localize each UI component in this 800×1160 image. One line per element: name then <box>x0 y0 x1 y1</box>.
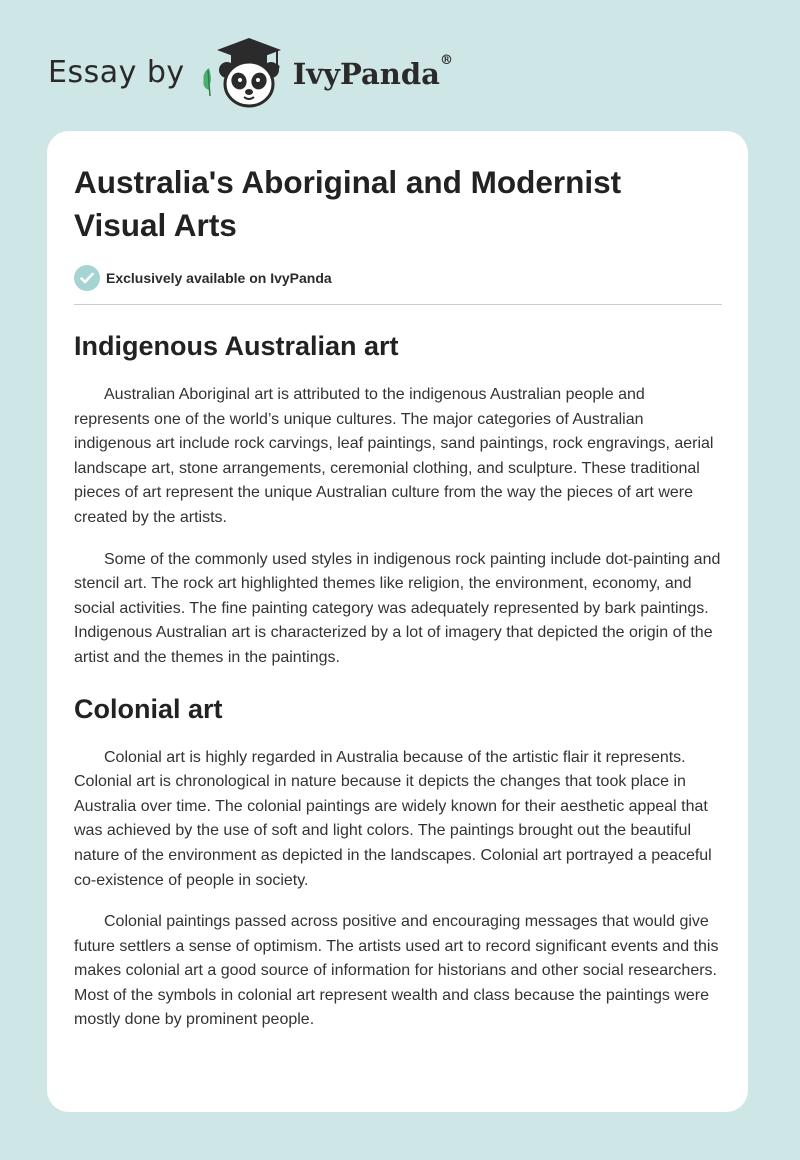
registered-mark: ® <box>439 53 453 68</box>
essay-by-label: Essay by <box>48 54 185 90</box>
paragraph: Colonial paintings passed across positive and encouraging messages that would give future settlers a sense of optimism. The artists used art to record significant events and this makes colonial art a good source of information for historians and other social researchers. Most of the symbols in colonial art represent wealth and class because the paintings were mostly done by prominent people. <box>74 913 719 1029</box>
article-card <box>47 131 748 1112</box>
paragraph: Colonial art is highly regarded in Australia because of the artistic flair it represents. Colonial art is chronological in nature because it depicts the changes that took place in Australia over time. The colonial paintings are widely known for their aesthetic appeal that was achieved by the use of soft and light colors. The paintings brought out the beautiful nature of the environment as depicted in the landscapes. Colonial art portrayed a peaceful co-existence of people in society. <box>74 748 712 889</box>
brand-name[interactable] <box>292 53 453 91</box>
article-title: Australia's Aboriginal and Modernist Visual Arts <box>74 164 622 243</box>
badge-text: Exclusively available on IvyPanda <box>106 270 332 286</box>
divider <box>74 304 722 305</box>
section-heading-indigenous: Indigenous Australian art <box>74 331 399 361</box>
check-icon <box>74 265 100 291</box>
article-content <box>74 161 722 1033</box>
brand-text: IvyPanda <box>292 57 440 91</box>
panda-logo-icon[interactable] <box>197 34 289 110</box>
section-heading-colonial: Colonial art <box>74 693 223 724</box>
exclusive-badge <box>74 265 722 291</box>
site-header <box>48 34 453 110</box>
paragraph: Australian Aboriginal art is attributed to the indigenous Australian people and represents one of the world’s unique cultures. The major categories of Australian indigenous art include rock carvings, leaf paintings, sand paintings, rock engravings, aerial landscape art, stone arrangements, ceremonial clothing, and sculpture. These traditional pieces of art represent the unique Australian culture from the way the pieces of art were created by the artists. <box>74 386 714 526</box>
paragraph: Some of the commonly used styles in indigenous rock painting include dot-painting and stencil art. The rock art highlighted themes like religion, the environment, economy, and social activities. The fine painting category was adequately represented by bark paintings. Indigenous Australian art is characterized by a lot of imagery that depicted the origin of the artist and the themes in the paintings. <box>74 550 721 666</box>
